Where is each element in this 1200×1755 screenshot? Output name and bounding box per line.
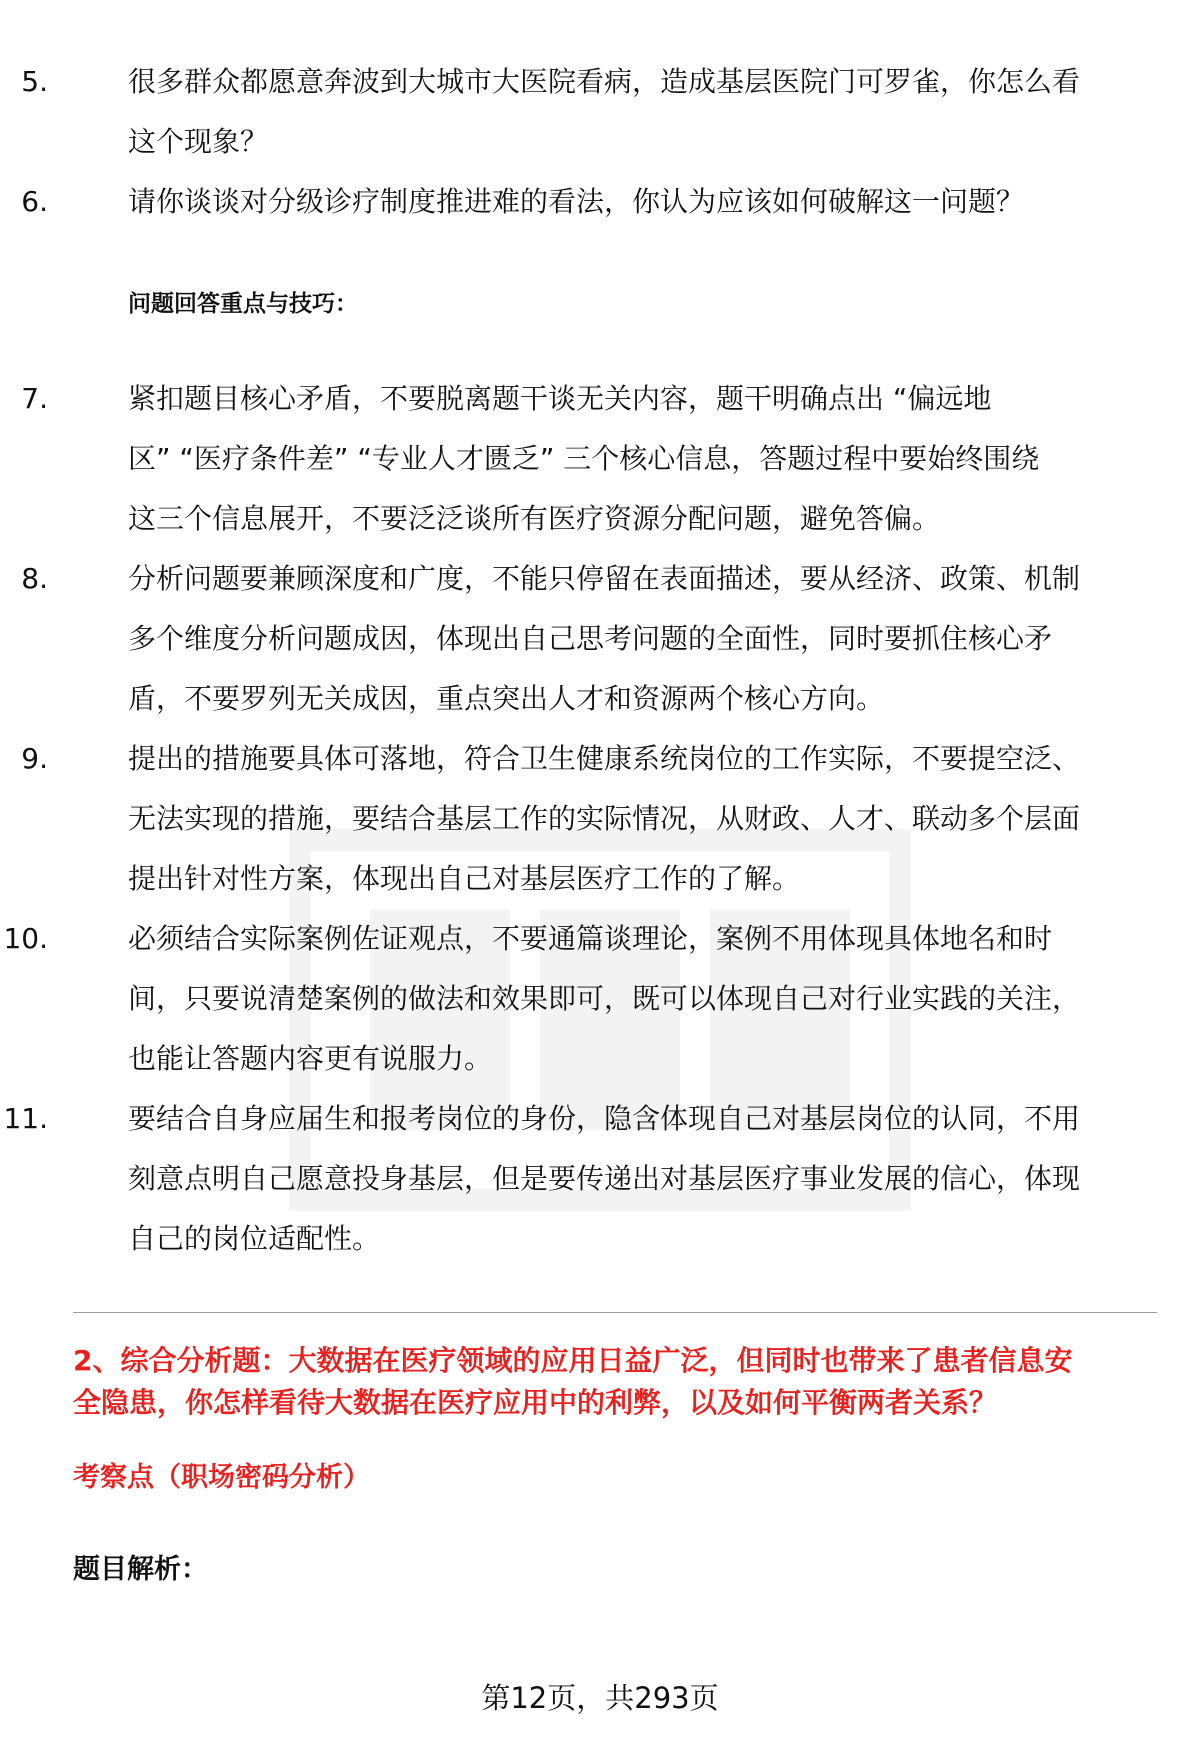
item-text-line: 多个维度分析问题成因，体现出自己思考问题的全面性，同时要抓住核心矛	[128, 622, 1053, 655]
item-number: 8.	[21, 562, 48, 595]
item-text-line: 很多群众都愿意奔波到大城市大医院看病，造成基层医院门可罗雀，你怎么看	[128, 65, 1081, 98]
item-number: 5.	[21, 65, 48, 98]
exam-point-heading: 考察点（职场密码分析）	[73, 1462, 370, 1493]
item-text-line: 这个现象？	[128, 125, 269, 158]
item-text-line: 自己的岗位适配性。	[128, 1222, 381, 1255]
question-title-line: 全隐患，你怎样看待大数据在医疗应用中的利弊，以及如何平衡两者关系？	[73, 1386, 998, 1419]
list-item	[0, 549, 1140, 729]
list-item	[0, 172, 1140, 232]
tips-list	[0, 369, 1200, 1269]
item-text-line: 请你谈谈对分级诊疗制度推进难的看法，你认为应该如何破解这一问题？	[128, 185, 1025, 218]
question-title	[73, 1340, 1163, 1424]
item-number: 7.	[21, 382, 48, 415]
item-text-line: 区” “医疗条件差” “专业人才匮乏” 三个核心信息，答题过程中要始终围绕	[128, 442, 1040, 475]
item-text-line: 要结合自身应届生和报考岗位的身份，隐含体现自己对基层岗位的认同，不用	[128, 1102, 1081, 1135]
list-item	[0, 369, 1140, 549]
list-item	[0, 909, 1140, 1089]
item-number: 10.	[3, 922, 48, 955]
list-item	[0, 1089, 1140, 1269]
item-number: 6.	[21, 185, 48, 218]
item-text-line: 盾，不要罗列无关成因，重点突出人才和资源两个核心方向。	[128, 682, 885, 715]
item-text-line: 无法实现的措施，要结合基层工作的实际情况，从财政、人才、联动多个层面	[128, 802, 1081, 835]
question-title-line: 2、综合分析题：大数据在医疗领域的应用日益广泛，但同时也带来了患者信息安	[73, 1344, 1073, 1377]
item-number: 9.	[21, 742, 48, 775]
item-text-line: 提出针对性方案，体现出自己对基层医疗工作的了解。	[128, 862, 801, 895]
item-text-line: 必须结合实际案例佐证观点，不要通篇谈理论，案例不用体现具体地名和时	[128, 922, 1053, 955]
list-item	[0, 52, 1140, 172]
tips-heading: 问题回答重点与技巧：	[128, 291, 358, 317]
item-text-line: 刻意点明自己愿意投身基层，但是要传递出对基层医疗事业发展的信心，体现	[128, 1162, 1081, 1195]
section-divider	[73, 1312, 1157, 1313]
list-item	[0, 729, 1140, 909]
analysis-heading: 题目解析：	[73, 1554, 208, 1585]
item-text-line: 间，只要说清楚案例的做法和效果即可，既可以体现自己对行业实践的关注，	[128, 982, 1081, 1015]
item-text-line: 分析问题要兼顾深度和广度，不能只停留在表面描述，要从经济、政策、机制	[128, 562, 1081, 595]
item-text-line: 紧扣题目核心矛盾，不要脱离题干谈无关内容，题干明确点出 “偏远地	[128, 382, 992, 415]
item-number: 11.	[3, 1102, 48, 1135]
item-text-line: 也能让答题内容更有说服力。	[128, 1042, 493, 1075]
item-text-line: 这三个信息展开，不要泛泛谈所有医疗资源分配问题，避免答偏。	[128, 502, 941, 535]
page-number-footer: 第12页，共293页	[481, 1681, 719, 1715]
item-text-line: 提出的措施要具体可落地，符合卫生健康系统岗位的工作实际，不要提空泛、	[128, 742, 1081, 775]
question-list-top	[0, 52, 1200, 232]
